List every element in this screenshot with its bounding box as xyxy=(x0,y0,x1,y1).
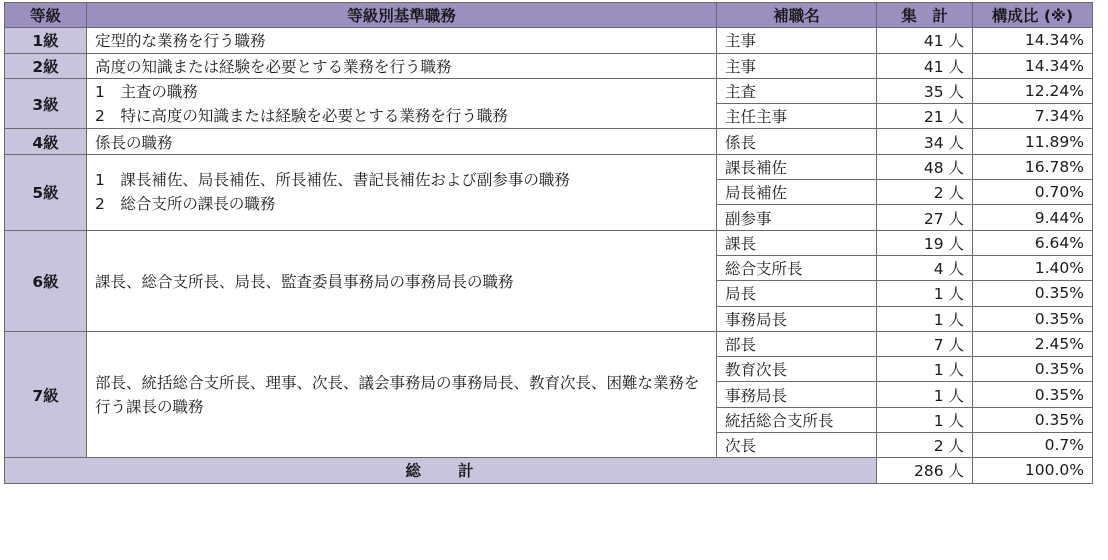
post-ratio: 9.44% xyxy=(973,205,1093,230)
grade-duty xyxy=(87,154,717,230)
duty-line: 1 課長補佐、局長補佐、所長補佐、書記長補佐および副参事の職務 xyxy=(95,171,570,190)
post-name: 主事 xyxy=(717,28,877,53)
duty-line: 2 特に高度の知識または経験を必要とする業務を行う職務 xyxy=(95,106,508,125)
total-ratio: 100.0% xyxy=(973,458,1093,483)
grade-duty: 定型的な業務を行う職務 xyxy=(87,28,717,53)
grade-level: 2級 xyxy=(5,53,87,78)
post-name: 教育次長 xyxy=(717,357,877,382)
table-row xyxy=(5,28,1093,53)
post-name: 統括総合支所長 xyxy=(717,407,877,432)
post-name: 部長 xyxy=(717,331,877,356)
post-count: 1 人 xyxy=(877,382,973,407)
header-row xyxy=(5,3,1093,28)
table-row xyxy=(5,331,1093,356)
post-count: 41 人 xyxy=(877,28,973,53)
table-row xyxy=(5,154,1093,179)
post-ratio: 0.35% xyxy=(973,382,1093,407)
total-row xyxy=(5,458,1093,483)
grade-level: 5級 xyxy=(5,154,87,230)
post-ratio: 0.70% xyxy=(973,180,1093,205)
post-name: 局長 xyxy=(717,281,877,306)
duty-line: 1 主査の職務 xyxy=(95,82,198,101)
post-name: 係長 xyxy=(717,129,877,154)
grade-level: 6級 xyxy=(5,230,87,331)
grade-level: 3級 xyxy=(5,78,87,129)
header-ratio: 構成比 (※) xyxy=(973,3,1093,28)
grade-duty xyxy=(87,78,717,129)
table-row xyxy=(5,53,1093,78)
post-ratio: 0.7% xyxy=(973,433,1093,458)
total-count: 286 人 xyxy=(877,458,973,483)
post-ratio: 1.40% xyxy=(973,255,1093,280)
table-row xyxy=(5,78,1093,103)
post-count: 19 人 xyxy=(877,230,973,255)
post-count: 1 人 xyxy=(877,357,973,382)
table-row xyxy=(5,129,1093,154)
post-count: 1 人 xyxy=(877,306,973,331)
grade-level: 7級 xyxy=(5,331,87,457)
post-ratio: 0.35% xyxy=(973,281,1093,306)
post-name: 主任主事 xyxy=(717,104,877,129)
post-name: 事務局長 xyxy=(717,382,877,407)
post-name: 総合支所長 xyxy=(717,255,877,280)
duty-line: 2 総合支所の課長の職務 xyxy=(95,195,276,214)
post-count: 2 人 xyxy=(877,180,973,205)
post-name: 課長 xyxy=(717,230,877,255)
post-ratio: 14.34% xyxy=(973,28,1093,53)
post-count: 27 人 xyxy=(877,205,973,230)
total-label: 総 計 xyxy=(5,458,877,483)
header-duty: 等級別基準職務 xyxy=(87,3,717,28)
grade-level: 4級 xyxy=(5,129,87,154)
post-count: 4 人 xyxy=(877,255,973,280)
post-ratio: 16.78% xyxy=(973,154,1093,179)
post-ratio: 0.35% xyxy=(973,357,1093,382)
grade-duty: 高度の知識または経験を必要とする業務を行う職務 xyxy=(87,53,717,78)
post-count: 35 人 xyxy=(877,78,973,103)
post-count: 1 人 xyxy=(877,281,973,306)
post-name: 副参事 xyxy=(717,205,877,230)
post-name: 主事 xyxy=(717,53,877,78)
post-count: 21 人 xyxy=(877,104,973,129)
post-count: 34 人 xyxy=(877,129,973,154)
grade-level: 1級 xyxy=(5,28,87,53)
post-ratio: 0.35% xyxy=(973,306,1093,331)
post-count: 48 人 xyxy=(877,154,973,179)
post-count: 1 人 xyxy=(877,407,973,432)
post-ratio: 2.45% xyxy=(973,331,1093,356)
post-ratio: 11.89% xyxy=(973,129,1093,154)
grade-table xyxy=(4,2,1093,484)
post-ratio: 12.24% xyxy=(973,78,1093,103)
post-ratio: 0.35% xyxy=(973,407,1093,432)
table-row xyxy=(5,230,1093,255)
duty-line: 部長、統括総合支所長、理事、次長、議会事務局の事務局長、教育次長、困難な業務を行う課長の職務 xyxy=(95,373,700,416)
post-ratio: 14.34% xyxy=(973,53,1093,78)
post-ratio: 7.34% xyxy=(973,104,1093,129)
header-count: 集 計 xyxy=(877,3,973,28)
grade-duty: 課長、総合支所長、局長、監査委員事務局の事務局長の職務 xyxy=(87,230,717,331)
post-ratio: 6.64% xyxy=(973,230,1093,255)
header-level: 等級 xyxy=(5,3,87,28)
grade-duty xyxy=(87,331,717,457)
header-post: 補職名 xyxy=(717,3,877,28)
post-name: 課長補佐 xyxy=(717,154,877,179)
post-name: 事務局長 xyxy=(717,306,877,331)
post-name: 局長補佐 xyxy=(717,180,877,205)
grade-duty: 係長の職務 xyxy=(87,129,717,154)
post-name: 主査 xyxy=(717,78,877,103)
post-count: 7 人 xyxy=(877,331,973,356)
post-name: 次長 xyxy=(717,433,877,458)
post-count: 2 人 xyxy=(877,433,973,458)
post-count: 41 人 xyxy=(877,53,973,78)
